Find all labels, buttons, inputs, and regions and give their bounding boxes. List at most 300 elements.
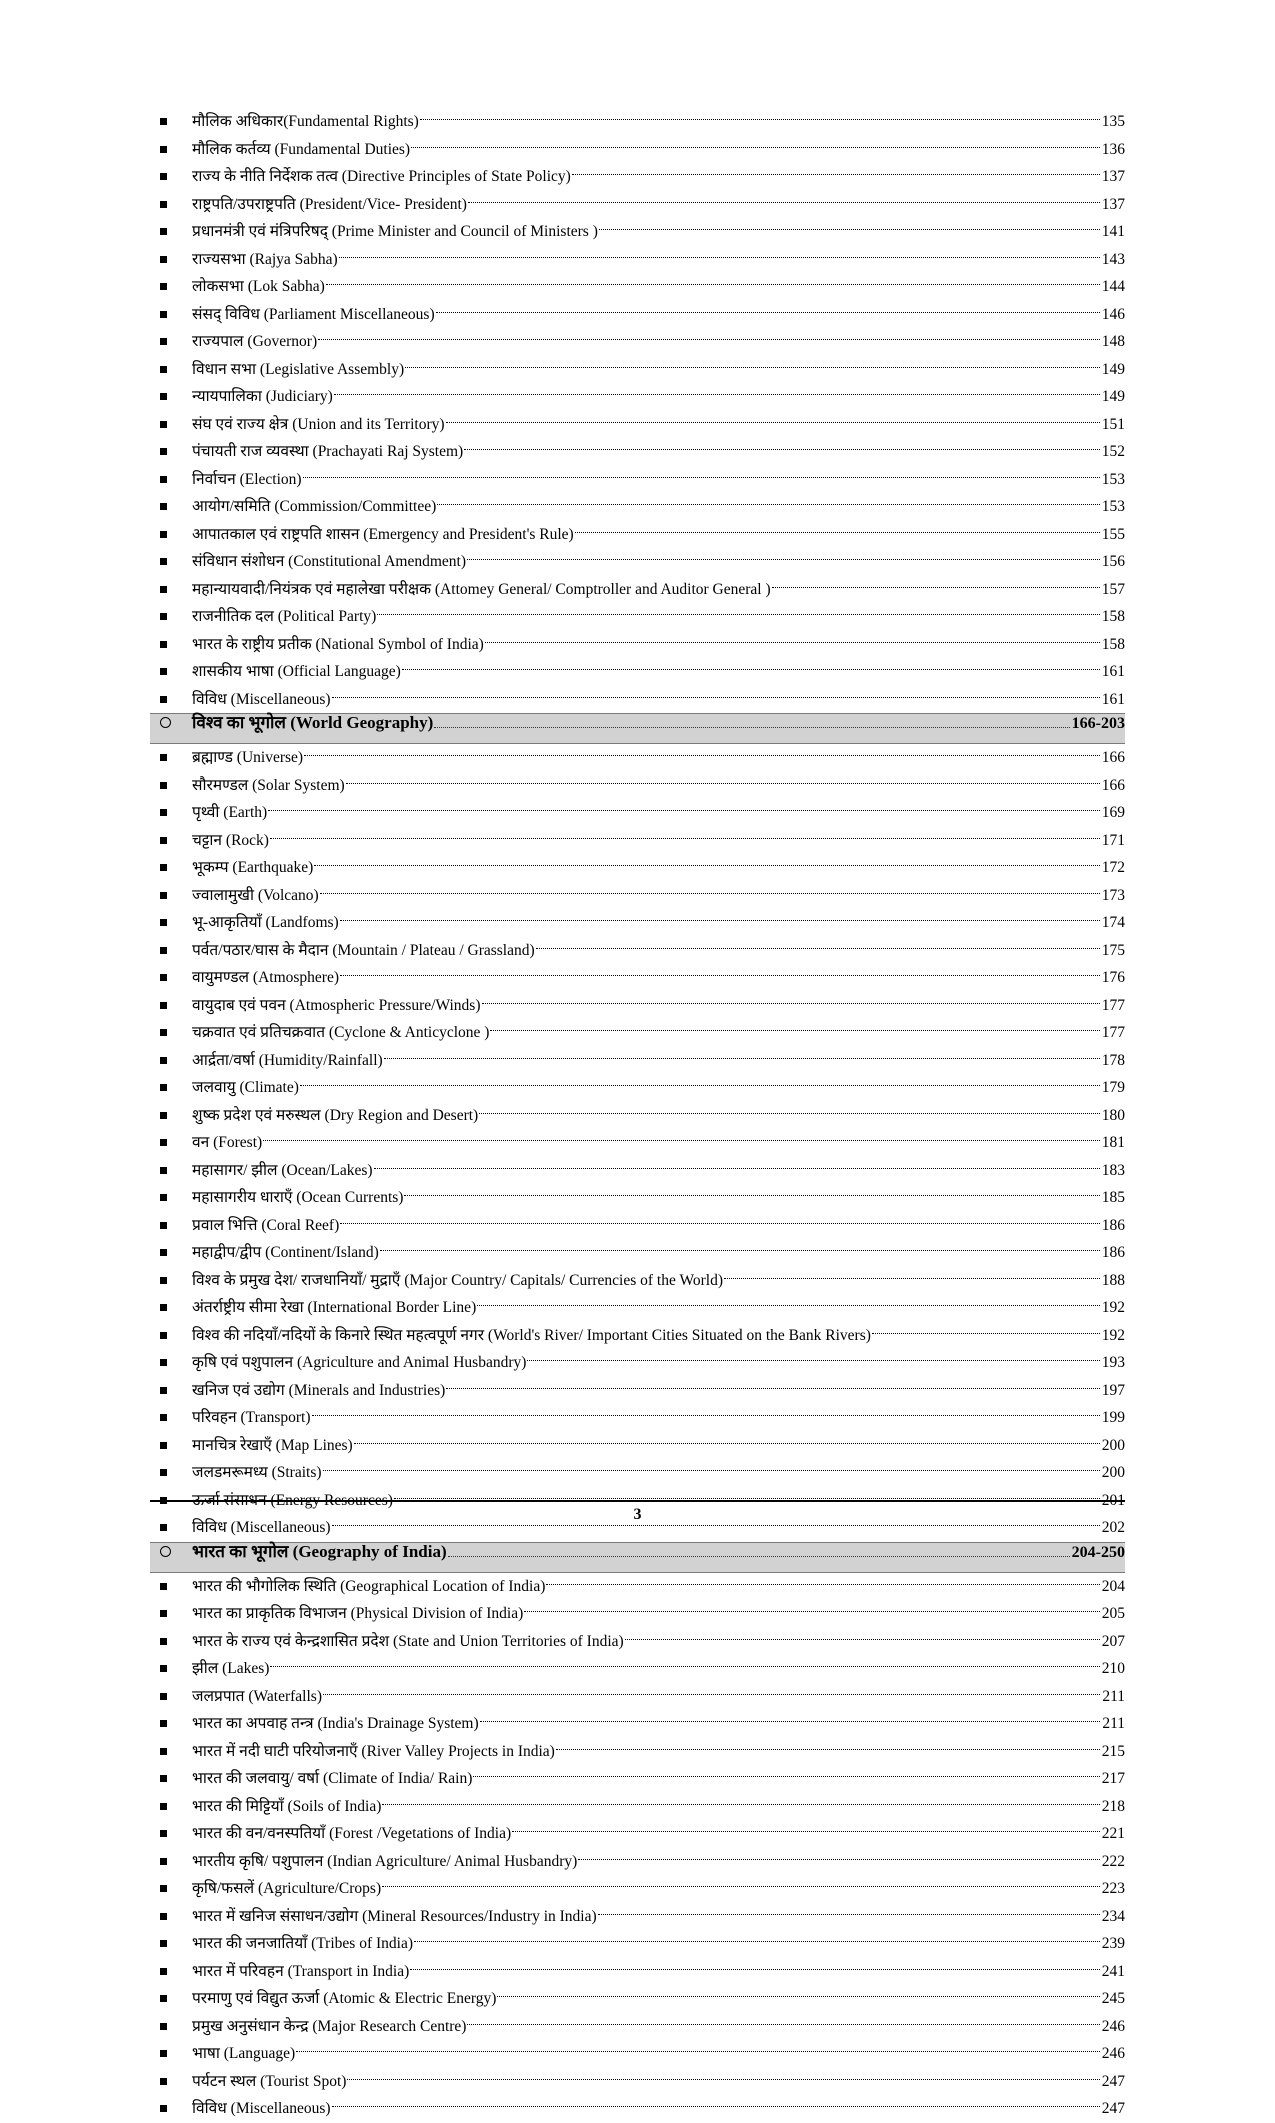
leader-dots [374,1168,1100,1169]
square-bullet [150,1112,192,1119]
square-bullet-glyph [160,1610,167,1617]
square-bullet-glyph [160,338,167,345]
leader-dots [467,559,1100,560]
toc-entry-page: 199 [1101,1409,1125,1426]
square-bullet [150,754,192,761]
leader-dots [482,1003,1100,1004]
leader-dots [578,1859,1099,1860]
toc-entry-row[interactable] [150,1600,1125,1628]
square-bullet-glyph [160,2050,167,2057]
square-bullet-glyph [160,146,167,153]
toc-entry-page: 193 [1101,1354,1125,1371]
square-bullet [150,1720,192,1727]
toc-entry-row[interactable] [150,1655,1125,1683]
leader-dots [382,1886,1100,1887]
toc-entry-label: भारत की मिट्टियाँ (Soils of India) [192,1797,382,1815]
leader-dots [314,865,1099,866]
leader-dots [467,2024,1099,2025]
toc-entry-page: 247 [1101,2072,1125,2090]
square-bullet [150,448,192,455]
toc-entry-label: लोकसभा (Lok Sabha) [192,278,325,295]
table-of-contents [150,108,1125,2123]
toc-entry-row[interactable] [150,383,1125,411]
toc-entry-label: महाद्वीप/द्वीप (Continent/Island) [192,1244,379,1261]
square-bullet-glyph [160,782,167,789]
toc-entry-row[interactable] [150,1349,1125,1377]
toc-entry-row[interactable] [150,246,1125,274]
toc-entry-page: 211 [1102,1687,1125,1705]
toc-entry-row[interactable] [150,1157,1125,1185]
toc-entry-row[interactable] [150,1930,1125,1958]
square-bullet [150,146,192,153]
square-bullet-glyph [160,1222,167,1229]
square-bullet [150,782,192,789]
toc-entry-row[interactable] [150,772,1125,800]
leader-dots [404,1195,1099,1196]
toc-entry-label: मानचित्र रेखाएँ (Map Lines) [192,1436,353,1454]
square-bullet [150,1913,192,1920]
toc-entry-row[interactable] [150,493,1125,521]
leader-dots [303,477,1100,478]
toc-entry-row[interactable] [150,603,1125,631]
toc-entry-page: 204 [1101,1577,1125,1595]
toc-entry-page: 185 [1101,1189,1125,1206]
square-bullet [150,1359,192,1366]
square-bullet [150,338,192,345]
square-bullet-glyph [160,1748,167,1755]
square-bullet-glyph [160,1112,167,1119]
square-bullet [150,1858,192,1865]
toc-entry-page: 166 [1101,749,1125,766]
toc-entry-page: 179 [1101,1079,1125,1096]
toc-entry-page: 177 [1101,1024,1125,1041]
leader-dots [556,1749,1100,1750]
toc-entry-page: 176 [1101,969,1125,986]
leader-dots [490,1030,1099,1031]
toc-entry-label: विश्व का भूगोल (World Geography) [192,713,434,732]
square-bullet-glyph [160,809,167,816]
square-bullet-glyph [160,1940,167,1947]
toc-entry-page: 173 [1101,886,1125,904]
toc-entry-row[interactable] [150,411,1125,439]
leader-dots [575,532,1100,533]
square-bullet-glyph [160,311,167,318]
toc-entry-row[interactable] [150,1875,1125,1903]
square-bullet [150,1057,192,1064]
toc-entry-row[interactable] [150,1848,1125,1876]
toc-entry-page: 247 [1101,2100,1125,2117]
toc-entry-row[interactable] [150,909,1125,937]
toc-entry-row[interactable] [150,658,1125,686]
square-bullet [150,1222,192,1229]
square-bullet-glyph [160,503,167,510]
toc-entry-page: 202 [1101,1519,1125,1536]
square-bullet-glyph [160,1583,167,1590]
leader-dots [346,783,1100,784]
leader-dots [872,1333,1100,1334]
square-bullet [150,228,192,235]
toc-entry-label: ज्वालामुखी (Volcano) [192,886,319,904]
toc-entry-label: झील (Lakes) [192,1660,270,1677]
toc-entry-row[interactable] [150,854,1125,882]
square-bullet [150,283,192,290]
leader-dots [323,1694,1100,1695]
toc-entry-page: 177 [1101,996,1125,1014]
leader-dots [485,642,1100,643]
square-bullet-glyph [160,173,167,180]
square-bullet-glyph [160,476,167,483]
toc-entry-row[interactable] [150,1820,1125,1848]
toc-entry-page: 149 [1101,360,1125,378]
toc-entry-label: वायुमण्डल (Atmosphere) [192,969,340,986]
square-bullet [150,311,192,318]
toc-entry-label: भारत की वन/वनस्पतियाँ (Forest /Vegetations of India) [192,1825,512,1842]
toc-entry-row[interactable] [150,1459,1125,1487]
toc-entry-page: 205 [1101,1605,1125,1622]
leader-dots [414,1941,1100,1942]
toc-entry-label: पृथ्वी (Earth) [192,804,268,821]
square-bullet-glyph [160,2023,167,2030]
toc-entry-label: भारत में खनिज संसाधन/उद्योग (Mineral Resources/Industry in India) [192,1907,597,1925]
square-bullet [150,974,192,981]
leader-dots [434,727,1069,728]
toc-entry-page: 210 [1101,1660,1125,1677]
toc-entry-page: 234 [1101,1907,1125,1925]
toc-entry-label: भारत का अपवाह तन्त्र (India's Drainage System) [192,1715,479,1732]
toc-entry-label: विविध (Miscellaneous) [192,2100,331,2117]
toc-entry-row[interactable] [150,1129,1125,1157]
square-bullet-glyph [160,1775,167,1782]
toc-entry-row[interactable] [150,937,1125,965]
toc-entry-row[interactable] [150,466,1125,494]
square-bullet [150,1277,192,1284]
toc-entry-label: मौलिक कर्तव्य (Fundamental Duties) [192,140,411,158]
square-bullet [150,2023,192,2030]
square-bullet [150,1610,192,1617]
square-bullet [150,118,192,125]
toc-entry-row[interactable] [150,2095,1125,2123]
toc-entry-page: 217 [1101,1770,1125,1787]
square-bullet [150,1387,192,1394]
square-bullet-glyph [160,2078,167,2085]
toc-entry-page: 192 [1101,1299,1125,1316]
square-bullet-glyph [160,1524,167,1531]
square-bullet [150,1332,192,1339]
leader-dots [318,339,1100,340]
square-bullet [150,919,192,926]
toc-entry-page: 135 [1101,113,1125,130]
toc-entry-label: आपातकाल एवं राष्ट्रपति शासन (Emergency and President's Rule) [192,525,574,543]
leader-dots [468,202,1100,203]
square-bullet-glyph [160,1249,167,1256]
toc-entry-page: 172 [1101,859,1125,876]
toc-entry-row[interactable] [150,1985,1125,2013]
toc-entry-row[interactable] [150,1628,1125,1656]
square-bullet [150,1469,192,1476]
square-bullet [150,1583,192,1590]
toc-entry-label: भाषा (Language) [192,2045,296,2062]
leader-dots [527,1360,1099,1361]
toc-entry-label: निर्वाचन (Election) [192,470,302,488]
square-bullet-glyph [160,1359,167,1366]
toc-entry-row[interactable] [150,686,1125,714]
toc-entry-row[interactable] [150,301,1125,329]
toc-entry-row[interactable] [150,356,1125,384]
toc-entry-row[interactable] [150,1212,1125,1240]
toc-entry-label: चट्टान (Rock) [192,831,269,849]
square-bullet-glyph [160,1414,167,1421]
toc-entry-page: 169 [1101,804,1125,821]
toc-entry-row[interactable] [150,218,1125,246]
square-bullet-glyph [160,1387,167,1394]
toc-entry-row[interactable] [150,1322,1125,1350]
square-bullet-glyph [160,1885,167,1892]
square-bullet [150,1249,192,1256]
square-bullet-glyph [160,2105,167,2112]
square-bullet-glyph [160,558,167,565]
toc-entry-row[interactable] [150,438,1125,466]
leader-dots [479,1113,1100,1114]
square-bullet-glyph [160,1029,167,1036]
toc-entry-label: परिवहन (Transport) [192,1409,311,1426]
square-bullet [150,201,192,208]
leader-dots [497,1996,1099,1997]
square-bullet-glyph [160,283,167,290]
toc-entry-row[interactable] [150,1267,1125,1295]
toc-entry-label: जलडमरूमध्य (Straits) [192,1464,322,1481]
toc-entry-label: विधान सभा (Legislative Assembly) [192,360,405,378]
toc-entry-row[interactable] [150,328,1125,356]
toc-entry-page: 151 [1101,415,1125,433]
square-bullet-glyph [160,919,167,926]
leader-dots [598,1914,1100,1915]
toc-entry-label: भारतीय कृषि/ पशुपालन (Indian Agriculture/ Animal Husbandry) [192,1852,578,1870]
toc-entry-label: खनिज एवं उद्योग (Minerals and Industries) [192,1381,446,1399]
toc-entry-row[interactable] [150,1102,1125,1130]
toc-entry-row[interactable] [150,882,1125,910]
leader-dots [268,810,1100,811]
square-bullet-glyph [160,1995,167,2002]
toc-entry-row[interactable] [150,108,1125,136]
toc-entry-label: ब्रह्माण्ड (Universe) [192,749,304,766]
square-bullet [150,2078,192,2085]
toc-entry-row[interactable] [150,1683,1125,1711]
square-bullet-glyph [160,393,167,400]
toc-entry-row[interactable] [150,2068,1125,2096]
toc-entry-row[interactable] [150,163,1125,191]
leader-dots [340,1223,1100,1224]
toc-entry-row[interactable] [150,799,1125,827]
toc-entry-row[interactable] [150,1958,1125,1986]
toc-entry-row[interactable] [150,2040,1125,2068]
toc-entry-row[interactable] [150,1294,1125,1322]
square-bullet-glyph [160,1803,167,1810]
toc-entry-page: 200 [1101,1464,1125,1481]
square-bullet-glyph [160,641,167,648]
square-bullet-glyph [160,366,167,373]
toc-entry-label: महासागर/ झील (Ocean/Lakes) [192,1161,373,1179]
toc-entry-page: 166-203 [1071,715,1125,732]
toc-entry-row[interactable] [150,631,1125,659]
toc-entry-page: 144 [1101,278,1125,295]
square-bullet-glyph [160,892,167,899]
leader-dots [323,1470,1100,1471]
leader-dots [340,975,1100,976]
toc-entry-row[interactable] [150,1432,1125,1460]
leader-dots [296,2051,1100,2052]
toc-entry-label: राष्ट्रपति/उपराष्ट्रपति (President/Vice- President) [192,195,467,213]
toc-section-row[interactable] [150,1542,1125,1573]
toc-entry-label: पर्यटन स्थल (Tourist Spot) [192,2072,347,2090]
square-bullet-glyph [160,1913,167,1920]
square-bullet [150,1885,192,1892]
toc-entry-page: 197 [1101,1381,1125,1399]
toc-entry-row[interactable] [150,1710,1125,1738]
square-bullet-glyph [160,864,167,871]
toc-entry-row[interactable] [150,1903,1125,1931]
toc-entry-row[interactable] [150,744,1125,772]
square-bullet [150,1524,192,1531]
toc-entry-row[interactable] [150,1573,1125,1601]
toc-entry-label: आयोग/समिति (Commission/Committee) [192,498,437,515]
toc-entry-row[interactable] [150,1404,1125,1432]
leader-dots [334,394,1100,395]
square-bullet [150,476,192,483]
toc-entry-label: महान्यायवादी/नियंत्रक एवं महालेखा परीक्षक (Attomey General/ Comptroller and Auditor General ) [192,580,771,598]
square-bullet [150,256,192,263]
square-bullet-glyph [160,256,167,263]
leader-dots [512,1831,1100,1832]
square-bullet [150,1968,192,1975]
square-bullet-glyph [160,1469,167,1476]
toc-entry-row[interactable] [150,992,1125,1020]
square-bullet [150,421,192,428]
square-bullet-glyph [160,1968,167,1975]
leader-dots [339,257,1100,258]
toc-entry-row[interactable] [150,1074,1125,1102]
toc-entry-row[interactable] [150,1793,1125,1821]
square-bullet-glyph [160,1693,167,1700]
square-bullet [150,696,192,703]
toc-entry-label: राजनीतिक दल (Political Party) [192,608,377,625]
toc-entry-label: भारत के राज्य एवं केन्द्रशासित प्रदेश (State and Union Territories of India) [192,1632,624,1650]
leader-dots [377,614,1099,615]
toc-entry-label: महासागरीय धाराएँ (Ocean Currents) [192,1189,404,1206]
toc-entry-page: 143 [1101,250,1125,268]
toc-entry-page: 241 [1101,1962,1125,1980]
square-bullet-glyph [160,1167,167,1174]
square-bullet [150,1638,192,1645]
leader-dots [420,119,1100,120]
leader-dots [410,1969,1099,1970]
leader-dots [347,2079,1099,2080]
leader-dots [480,1721,1101,1722]
toc-entry-row[interactable] [150,1184,1125,1212]
toc-entry-row[interactable] [150,827,1125,855]
leader-dots [446,1388,1099,1389]
square-bullet [150,1002,192,1009]
toc-entry-page: 246 [1101,2045,1125,2062]
square-bullet-glyph [160,1720,167,1727]
toc-entry-page: 239 [1101,1935,1125,1952]
toc-entry-row[interactable] [150,576,1125,604]
square-bullet [150,586,192,593]
toc-entry-label: राज्यसभा (Rajya Sabha) [192,250,338,268]
square-bullet [150,1194,192,1201]
square-bullet [150,503,192,510]
leader-dots [320,893,1100,894]
square-bullet [150,1029,192,1036]
leader-dots [312,1415,1100,1416]
toc-section-row[interactable] [150,713,1125,744]
toc-entry-row[interactable] [150,1019,1125,1047]
toc-entry-row[interactable] [150,1765,1125,1793]
toc-entry-label: ऊर्जा संसाधन (Energy Resources) [192,1491,393,1509]
square-bullet-glyph [160,531,167,538]
toc-entry-row[interactable] [150,521,1125,549]
square-bullet-glyph [160,201,167,208]
leader-dots [384,1058,1100,1059]
square-bullet [150,1084,192,1091]
square-bullet-glyph [160,421,167,428]
toc-entry-label: वायुदाब एवं पवन (Atmospheric Pressure/Winds) [192,996,481,1014]
toc-entry-page: 183 [1101,1161,1125,1179]
toc-entry-row[interactable] [150,136,1125,164]
square-bullet [150,1442,192,1449]
toc-entry-row[interactable] [150,548,1125,576]
toc-entry-label: कृषि/फसलें (Agriculture/Crops) [192,1880,382,1897]
toc-entry-page: 153 [1101,498,1125,515]
toc-entry-row[interactable] [150,2013,1125,2041]
toc-entry-page: 221 [1101,1825,1125,1842]
leader-dots [411,147,1100,148]
circle-bullet [150,717,192,728]
toc-entry-page: 215 [1101,1742,1125,1760]
leader-dots [270,1666,1099,1667]
square-bullet-glyph [160,1665,167,1672]
toc-entry-page: 245 [1101,1990,1125,2007]
square-bullet-glyph [160,586,167,593]
toc-entry-label: भारत की जलवायु/ वर्षा (Climate of India/ Rain) [192,1770,473,1787]
toc-entry-page: 171 [1101,831,1125,849]
toc-entry-row[interactable] [150,1377,1125,1405]
toc-entry-row[interactable] [150,191,1125,219]
square-bullet-glyph [160,1638,167,1645]
leader-dots [332,2106,1100,2107]
toc-entry-label: संसद् विविध (Parliament Miscellaneous) [192,305,435,323]
toc-entry-row[interactable] [150,1738,1125,1766]
toc-entry-page: 174 [1101,914,1125,931]
toc-entry-page: 153 [1101,470,1125,488]
toc-entry-page: 180 [1101,1106,1125,1124]
square-bullet-glyph [160,1304,167,1311]
toc-entry-row[interactable] [150,1047,1125,1075]
toc-entry-row[interactable] [150,964,1125,992]
leader-dots [340,920,1100,921]
square-bullet [150,1167,192,1174]
square-bullet [150,1775,192,1782]
square-bullet [150,947,192,954]
toc-entry-row[interactable] [150,1239,1125,1267]
toc-entry-page: 181 [1101,1134,1125,1151]
toc-entry-label: मौलिक अधिकार(Fundamental Rights) [192,113,419,130]
toc-entry-row[interactable] [150,273,1125,301]
toc-entry-label: भारत की भौगोलिक स्थिति (Geographical Location of India) [192,1577,546,1595]
leader-dots [270,838,1100,839]
toc-entry-label: परमाणु एवं विद्युत ऊर्जा (Atomic & Electric Energy) [192,1990,497,2007]
toc-entry-label: जलवायु (Climate) [192,1079,299,1096]
toc-entry-label: अंतर्राष्ट्रीय सीमा रेखा (International Border Line) [192,1299,477,1316]
